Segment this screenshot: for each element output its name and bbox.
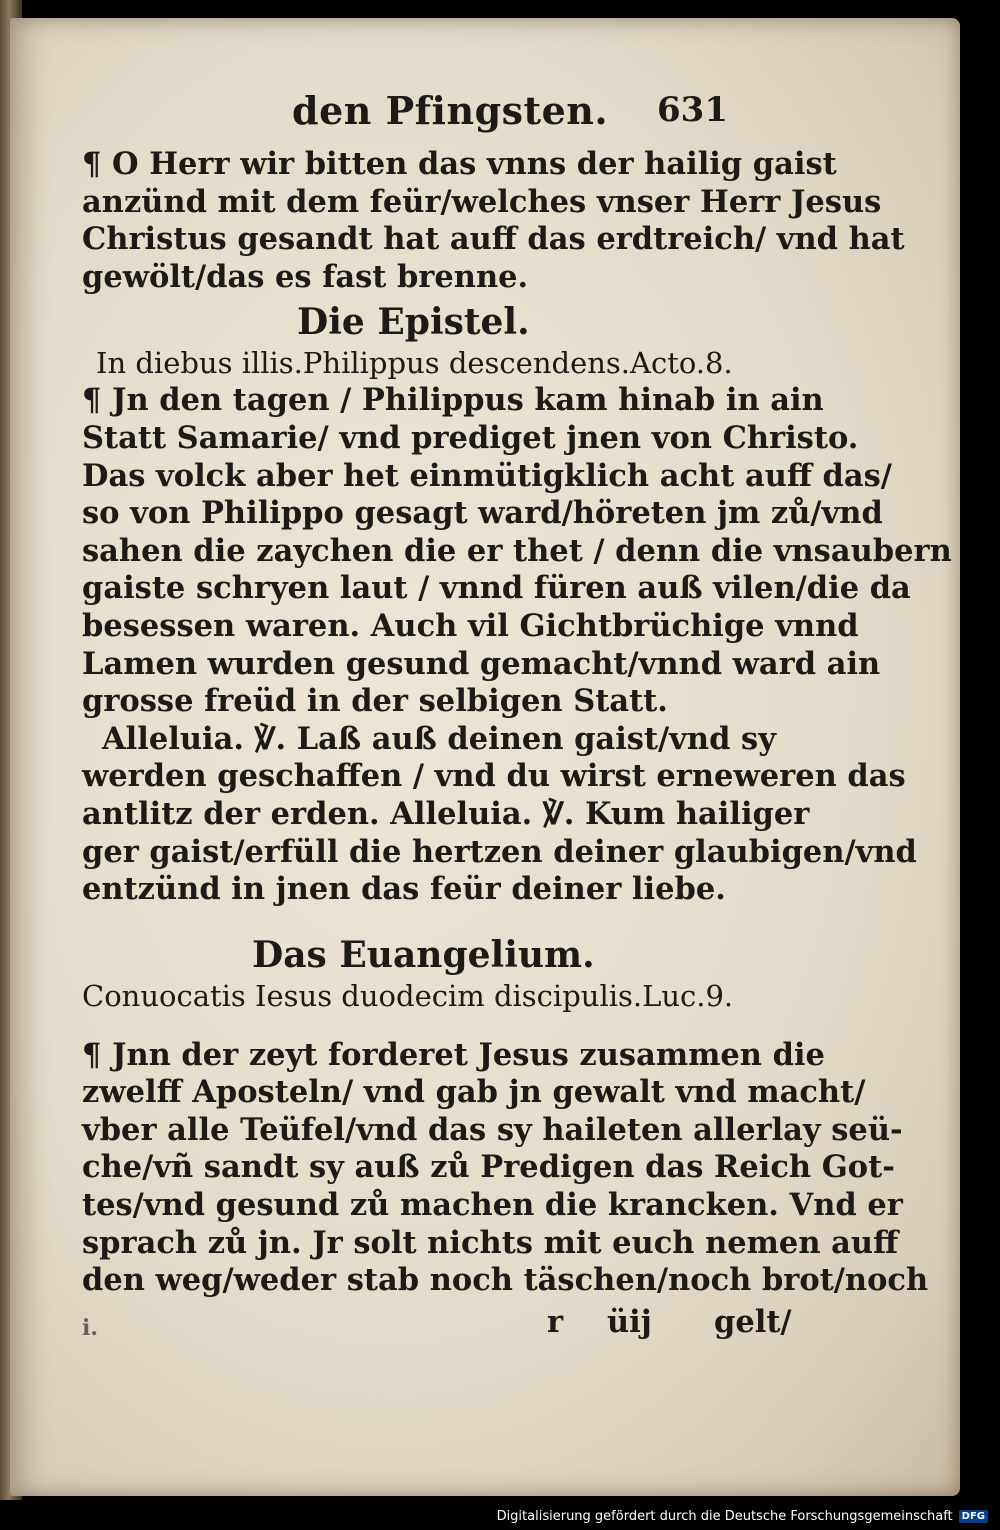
signature-number: üij [607, 1303, 652, 1340]
page-header [82, 88, 822, 146]
evangelium-line: che/vñ sandt sy auß zů Predigen das Reich Got- [82, 1149, 895, 1186]
prayer-line: gewölt/das es fast brenne. [82, 258, 529, 295]
digitization-credit [497, 1509, 988, 1524]
prayer-line: ¶ O Herr wir bitten das vnns der hailig gaist [82, 146, 837, 182]
epistel-line: ¶ Jn den tagen / Philippus kam hinab in ain [82, 382, 824, 419]
prayer-line: anzünd mit dem feür/welches vnser Herr Jesus [82, 183, 882, 220]
evangelium-section [82, 1036, 929, 1300]
evangelium-line: vber alle Teüfel/vnd das sy haileten allerlay seü- [82, 1111, 903, 1148]
alleluia-line: entzünd in jnen das feür deiner liebe. [82, 871, 726, 908]
prayer-section [82, 146, 905, 296]
evangelium-line: ¶ Jnn der zeyt forderet Jesus zusammen die [82, 1036, 825, 1073]
running-head: den Pfingsten. [292, 88, 609, 133]
evangelium-line: den weg/weder stab noch täschen/noch brot/noch [82, 1262, 929, 1299]
alleluia-line: ger gaist/erfüll die hertzen deiner glaubigen/vnd [82, 833, 917, 870]
credit-text: Digitalisierung gefördert durch die Deutsche Forschungsgemeinschaft [496, 1509, 953, 1524]
signature-mark: r [547, 1303, 564, 1340]
epistel-line: grosse freüd in der selbigen Statt. [82, 683, 668, 720]
text-block [82, 88, 952, 1342]
epistel-reference: In diebus illis.Philippus descendens.Acto.8. [96, 346, 733, 381]
evangelium-reference: Conuocatis Iesus duodecim discipulis.Luc.9. [82, 978, 734, 1013]
stray-mark: i. [82, 1314, 99, 1341]
epistel-line: besessen waren. Auch vil Gichtbrüchige vnnd [82, 607, 859, 644]
folio-number: 631 [657, 90, 728, 130]
epistel-line: Das volck aber het einmütigklich acht auff das/ [82, 457, 892, 494]
book-page [10, 18, 960, 1496]
evangelium-heading: Das Euangelium. [252, 933, 595, 976]
alleluia-line: antlitz der erden. Alleluia. ℣. Kum hailiger [82, 795, 810, 832]
catchword: gelt/ [714, 1303, 792, 1340]
epistel-line: Statt Samarie/ vnd prediget jnen von Christo. [82, 419, 859, 456]
evangelium-line: sprach zů jn. Jr solt nichts mit euch nemen auff [82, 1224, 899, 1261]
alleluia-section [82, 720, 917, 909]
evangelium-line: tes/vnd gesund zů machen die krancken. Vnd er [82, 1187, 903, 1224]
catchline [82, 1304, 822, 1342]
alleluia-line: Alleluia. ℣. Laß auß deinen gaist/vnd sy [102, 720, 776, 757]
dfg-logo: DFG [959, 1510, 988, 1523]
epistel-line: sahen die zaychen die er thet / denn die vnsaubern [82, 532, 952, 569]
evangelium-line: zwelff Aposteln/ vnd gab jn gewalt vnd macht/ [82, 1074, 866, 1111]
epistel-section [82, 382, 952, 720]
epistel-line: Lamen wurden gesund gemacht/vnnd ward ain [82, 645, 881, 682]
epistel-heading: Die Epistel. [297, 301, 530, 344]
epistel-line: so von Philippo gesagt ward/höreten jm zů/vnd [82, 495, 883, 532]
epistel-line: gaiste schryen laut / vnnd füren auß vilen/die da [82, 570, 911, 607]
prayer-line: Christus gesandt hat auff das erdtreich/ vnd hat [82, 221, 905, 258]
alleluia-line: werden geschaffen / vnd du wirst erneweren das [82, 758, 906, 795]
